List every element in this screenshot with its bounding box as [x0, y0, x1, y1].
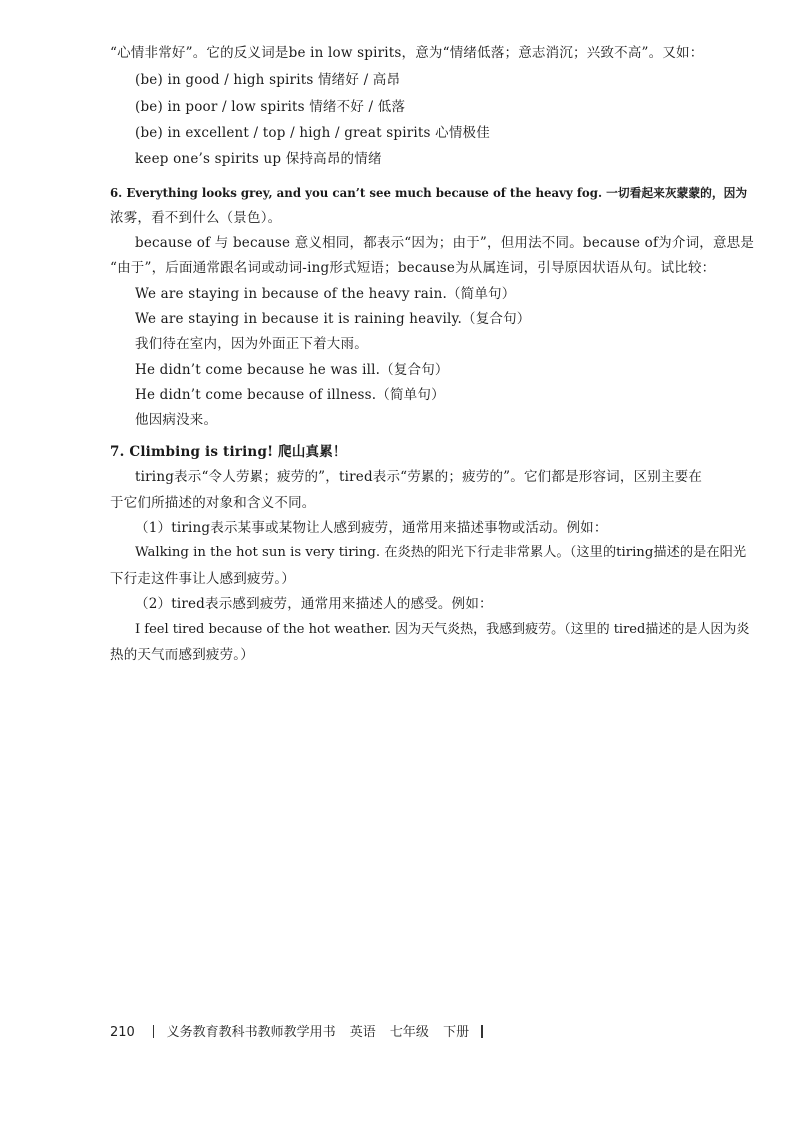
text-line: tiring表示“令人劳累；疲劳的”，tired表示“劳累的；疲劳的”。它们都是形容词，区别主要在 [135, 469, 703, 485]
grade-label: 七年级 [389, 1025, 429, 1040]
section-heading: 7. Climbing is tiring! 爬山真累！ [110, 444, 347, 460]
text-line: 于它们所描述的对象和含义不同。 [110, 495, 316, 511]
text-line: 下行走这件事让人感到疲劳。） [110, 571, 296, 587]
text-line: (be) in excellent / top / high / great spirits 心情极佳 [135, 125, 490, 141]
text-line: 热的天气而感到疲劳。） [110, 647, 254, 663]
volume-label: 下册 [443, 1025, 470, 1040]
text-line: （2）tired表示感到疲劳，通常用来描述人的感受。例如： [135, 596, 493, 612]
example-sentence: I feel tired because of the hot weather. 因为天气炎热，我感到疲劳。（这里的 tired描述的是人因为炎 [135, 622, 750, 637]
example-sentence: We are staying in because it is raining heavily.（复合句） [135, 311, 531, 327]
text-line: because of 与 because 意义相同，都表示“因为；由于”，但用法不同。because of为介词，意思是 [135, 235, 755, 251]
text-line: “由于”，后面通常跟名词或动词-ing形式短语；because为从属连词，引导原因状语从句。试比较： [110, 260, 716, 276]
page-footer [110, 1021, 483, 1040]
divider [153, 1025, 155, 1038]
text-line: (be) in poor / low spirits 情绪不好 / 低落 [135, 99, 406, 115]
text-line: (be) in good / high spirits 情绪好 / 高昂 [135, 72, 401, 88]
page-number: 210 [110, 1025, 135, 1040]
example-sentence: He didn’t come because of illness.（简单句） [135, 387, 445, 403]
text-line: （1）tiring表示某事或某物让人感到疲劳，通常用来描述事物或活动。例如： [135, 520, 608, 536]
example-sentence: He didn’t come because he was ill.（复合句） [135, 362, 449, 378]
section-heading: 6. Everything looks grey, and you can’t see much because of the heavy fog. 一切看起来灰蒙蒙的，因为 [110, 186, 748, 200]
book-title: 义务教育教科书教师教学用书 [166, 1025, 336, 1040]
divider [481, 1025, 483, 1038]
example-sentence: We are staying in because of the heavy rain.（简单句） [135, 286, 516, 302]
example-translation: 他因病没来。 [135, 412, 218, 428]
text-line: keep one’s spirits up 保持高昂的情绪 [135, 151, 382, 167]
subject-label: 英语 [349, 1025, 376, 1040]
example-translation: 我们待在室内，因为外面正下着大雨。 [135, 336, 368, 352]
example-sentence: Walking in the hot sun is very tiring. 在炎热的阳光下行走非常累人。（这里的tiring描述的是在阳光 [135, 545, 747, 560]
text-line: 浓雾，看不到什么（景色）。 [110, 210, 282, 226]
text-line: “心情非常好”。它的反义词是be in low spirits，意为“情绪低落；意志消沉；兴致不高”。又如： [110, 45, 704, 61]
